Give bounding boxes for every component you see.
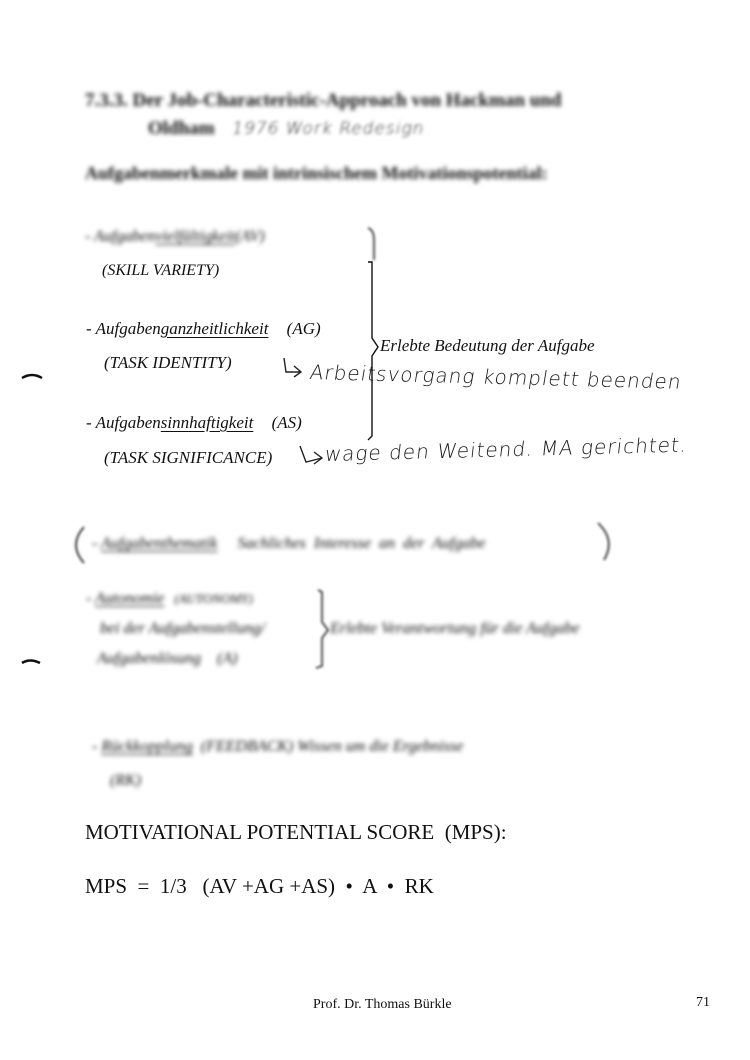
item-ag-prefix: Aufgaben (95, 319, 161, 338)
item-ag-english: (TASK IDENTITY) (104, 353, 232, 372)
item-thematik-underlined: Aufgabenthematik (101, 535, 218, 552)
item-autonomie-underlined: Autonomie (95, 590, 165, 607)
item-feedback-dash: - (92, 738, 98, 755)
item-av-abbr: (AV) (235, 228, 265, 245)
item-autonomie-abbr: (AUTONOMY) (174, 591, 253, 606)
item-feedback-text: (FEEDBACK) Wissen um die Ergebnisse (200, 738, 464, 755)
mps-title: MOTIVATIONAL POTENTIAL SCORE (MPS): (85, 820, 507, 844)
item-thematik-text: Sachliches Interesse an der Aufgabe (237, 535, 486, 552)
group1-label: Erlebte Bedeutung der Aufgabe (380, 336, 595, 355)
item-autonomie-line2: bei der Aufgabenstellung/ (100, 620, 266, 637)
page-number: 71 (696, 995, 710, 1010)
item-av-dash: - (85, 228, 91, 245)
item-as-handnote: wage den Weitend. MA gerichtet. (323, 432, 689, 467)
heading-handwritten-note: 1976 Work Redesign (230, 119, 427, 139)
av-bracket-top (368, 228, 374, 260)
item-ag-handnote: Arbeitsvorgang komplett beenden (307, 360, 684, 394)
item-feedback-abbr: (RK) (110, 772, 142, 789)
item-autonomie-label: Erlebte Verantwortung für die Aufgabe (330, 620, 580, 637)
item-as-english: (TASK SIGNIFICANCE) (104, 448, 273, 467)
item-as-abbr: (AS) (271, 413, 302, 432)
item-ag-dash: - (86, 319, 92, 338)
section-heading-line2: Oldham (148, 118, 215, 139)
item-ag-underlined: ganzheitlichkeit (160, 319, 269, 338)
group1-brace (368, 262, 378, 440)
footer-author: Prof. Dr. Thomas Bürkle (313, 997, 452, 1012)
item-autonomie-dash: - (86, 590, 92, 607)
item-autonomie-line3-text: Aufgabenlösung (97, 650, 201, 667)
thematik-close-paren (598, 523, 609, 560)
ag-arrow-icon (284, 358, 301, 377)
margin-mark-2 (22, 661, 40, 664)
thematik-open-paren (76, 527, 84, 563)
item-thematik-dash: - (92, 535, 98, 552)
item-av-english: (SKILL VARIETY) (102, 262, 220, 279)
section-heading-line1: 7.3.3. Der Job-Characteristic-Approach von Hackman und (85, 90, 562, 111)
subheading: Aufgabenmerkmale mit intrinsischem Motivationspotential: (85, 163, 548, 183)
mps-formula: MPS = 1/3 (AV +AG +AS) • A • RK (85, 874, 434, 898)
item-as-prefix: Aufgaben (95, 413, 161, 432)
margin-mark-1 (22, 375, 42, 378)
item-as-dash: - (86, 413, 92, 432)
as-arrow-icon (300, 446, 322, 464)
item-ag-abbr: (AG) (286, 319, 321, 338)
item-feedback-underlined: Rückkopplung (101, 738, 193, 755)
item-av-prefix: Aufgaben (94, 228, 156, 245)
item-autonomie-abbr2: (A) (217, 650, 238, 667)
autonomie-brace (316, 590, 328, 668)
item-as-underlined: sinnhaftigkeit (160, 413, 254, 432)
item-av-underlined: vielfältigkeit (155, 228, 236, 245)
